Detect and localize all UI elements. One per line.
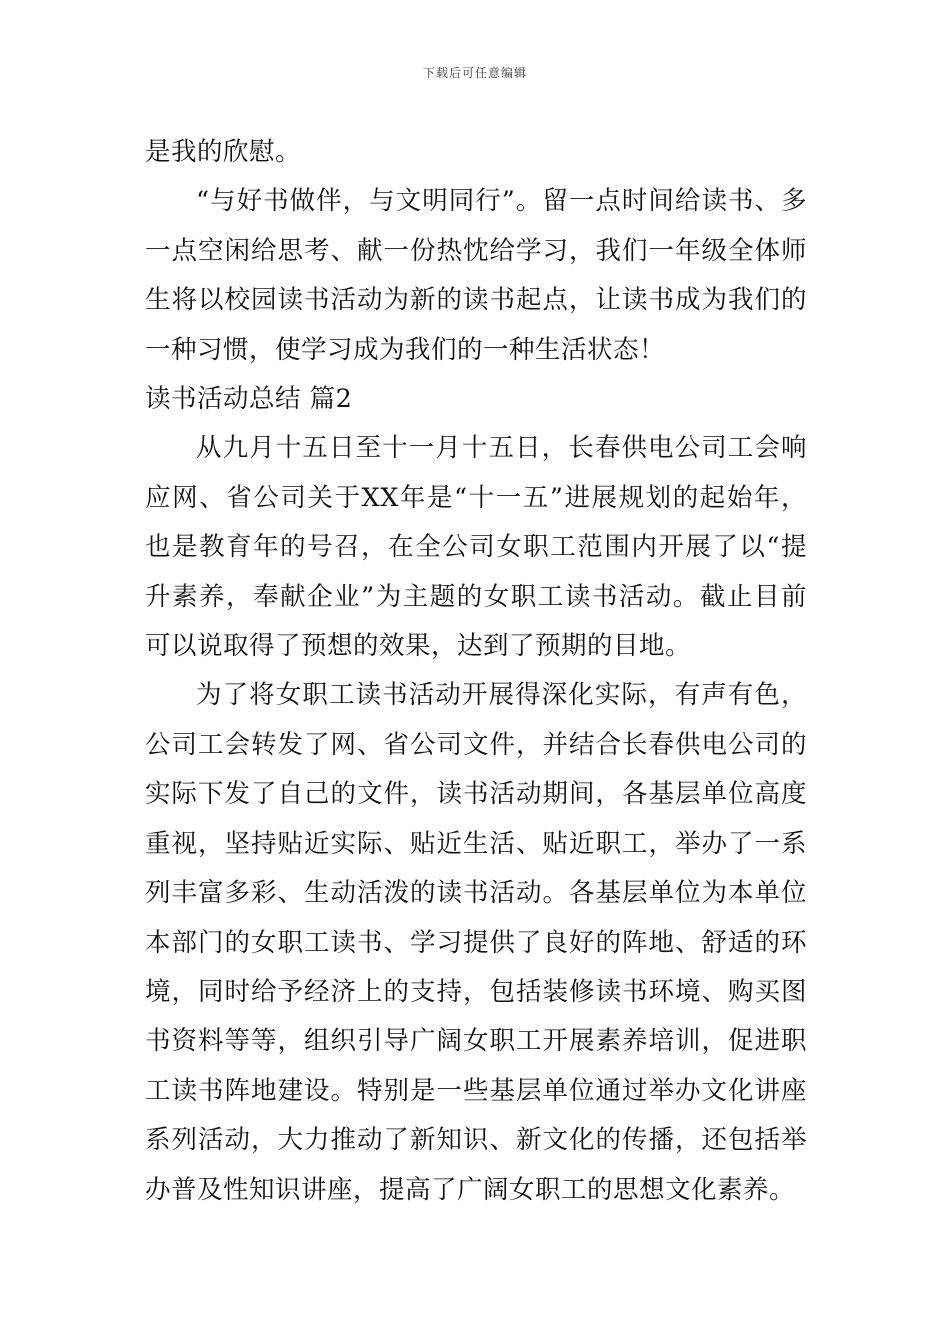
paragraph-intro: 从九月十五日至十一月十五日，长春供电公司工会响应网、省公司关于XX年是“十一五”进展规划的起始年，也是教育年的号召，在全公司女职工范围内开展了以“提升素养，奉献企业”为主题的女职工读书活动。截止目前可以说取得了预想的效果，达到了预期的目地。	[145, 433, 807, 662]
paragraph-slogan: “与好书做伴，与文明同行”。留一点时间给读书、多一点空闲给思考、献一份热忱给学习，我们一年级全体师生将以校园读书活动为新的读书起点，让读书成为我们的一种习惯，使学习成为我们的一种生活状态！	[145, 186, 807, 365]
document-body	[145, 128, 807, 1215]
paragraph-closing: 是我的欣慰。	[145, 137, 302, 167]
section-heading: 读书活动总结 篇2	[145, 384, 353, 415]
paragraph-activities: 为了将女职工读书活动开展得深化实际，有声有色，公司工会转发了网、省公司文件，并结合长春供电公司的实际下发了自己的文件，读书活动期间，各基层单位高度重视，坚持贴近实际、贴近生活、贴近职工，举办了一系列丰富多彩、生动活泼的读书活动。各基层单位为本单位本部门的女职工读书、学习提供了良好的阵地、舒适的环境，同时给予经济上的支持，包括装修读书环境、购买图书资料等等，组织引导广阔女职工开展素养培训，促进职工读书阵地建设。特别是一些基层单位通过举办文化讲座系列活动，大力推动了新知识、新文化的传播，还包括举办普及性知识讲座，提高了广阔女职工的思想文化素养。	[145, 680, 807, 1205]
page-header-note: 下载后可任意编辑	[422, 66, 527, 80]
